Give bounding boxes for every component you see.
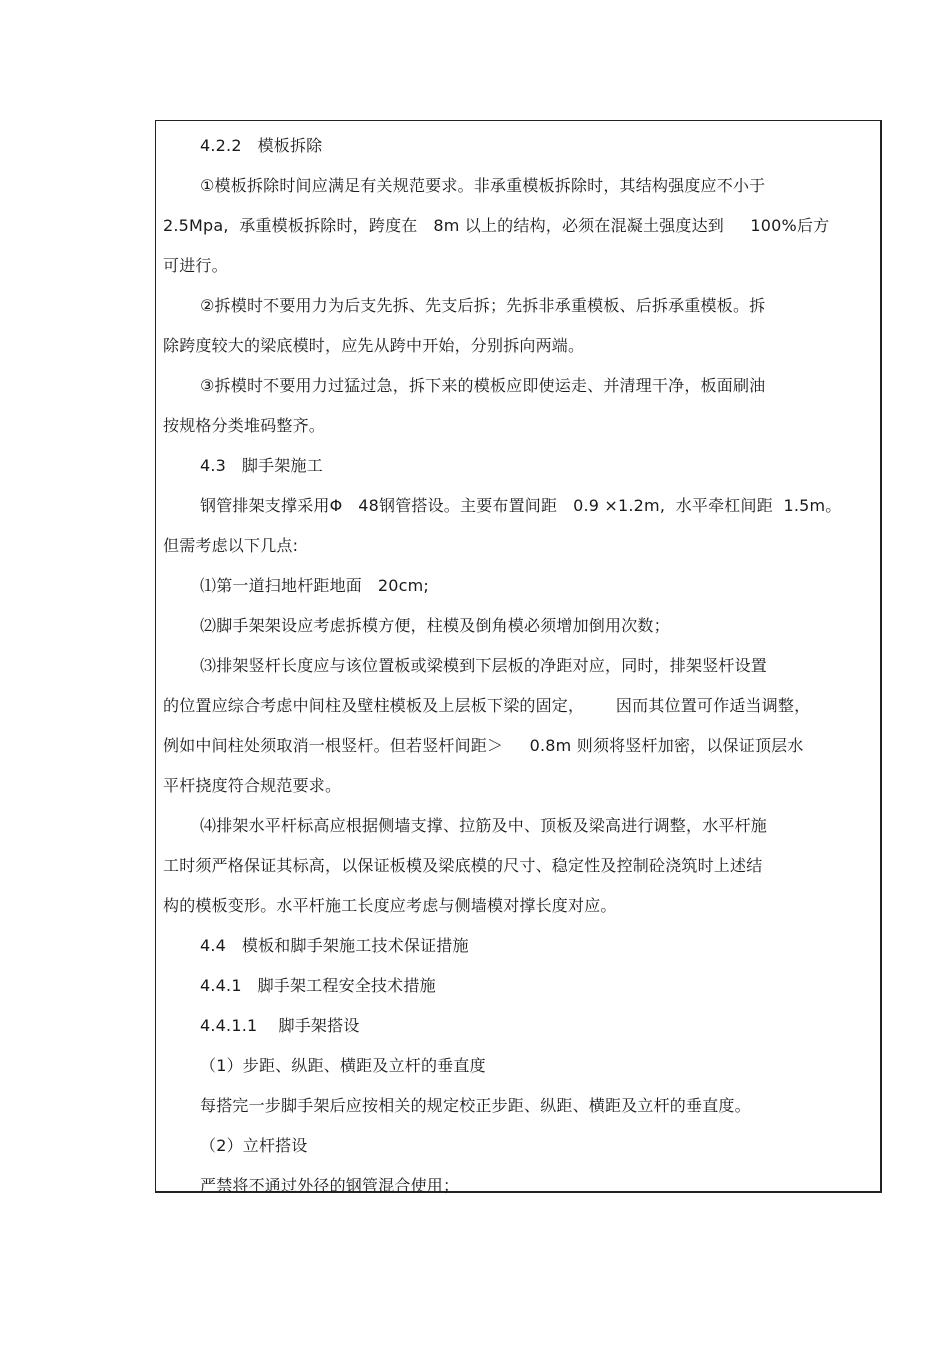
list-item: ⑷排架水平杆标高应根据侧墙支撑、拉筋及中、顶板及梁高进行调整，水平杆施 (200, 816, 768, 835)
subheading: （1）步距、纵距、横距及立杆的垂直度 (200, 1056, 486, 1075)
subheading: （2）立杆搭设 (200, 1136, 308, 1155)
paragraph-line: 构的模板变形。水平杆施工长度应考虑与侧墙模对撑长度对应。 (163, 896, 617, 915)
paragraph-line: 的位置应综合考虑中间柱及壁柱模板及上层板下梁的固定， 因而其位置可作适当调整， (163, 696, 811, 715)
list-item: ⑶排架竖杆长度应与该位置板或梁模到下层板的净距对应，同时，排架竖杆设置 (200, 656, 768, 675)
paragraph-line: 按规格分类堆码整齐。 (163, 416, 326, 435)
paragraph-line: 严禁将不通过外径的钢管混合使用； (200, 1176, 460, 1195)
section-heading-4-4-1: 4.4.1 脚手架工程安全技术措施 (200, 976, 436, 995)
section-heading-4-4: 4.4 模板和脚手架施工技术保证措施 (200, 936, 469, 955)
paragraph-line: 钢管排架支撑采用Φ 48钢管搭设。主要布置间距 0.9 ×1.2m, 水平牵杠间距 1.5m。 (200, 496, 842, 515)
paragraph-line: 但需考虑以下几点: (163, 536, 299, 555)
paragraph-line: 平杆挠度符合规范要求。 (163, 776, 342, 795)
paragraph-line: 除跨度较大的梁底模时，应先从跨中开始，分别拆向两端。 (163, 336, 585, 355)
paragraph-line: 2.5Mpa, 承重模板拆除时，跨度在 8m 以上的结构，必须在混凝土强度达到 100%后方 (163, 216, 830, 235)
list-item: ⑴第一道扫地杆距地面 20cm; (200, 576, 429, 595)
paragraph-line: ①模板拆除时间应满足有关规范要求。非承重模板拆除时，其结构强度应不小于 (200, 176, 766, 195)
paragraph-line: ②拆模时不要用力为后支先拆、先支后拆；先拆非承重模板、后拆承重模板。拆 (200, 296, 766, 315)
section-heading-4-3: 4.3 脚手架施工 (200, 456, 323, 475)
paragraph-line: 每搭完一步脚手架后应按相关的规定校正步距、纵距、横距及立杆的垂直度。 (200, 1096, 751, 1115)
paragraph-line: 工时须严格保证其标高，以保证板模及梁底模的尺寸、稳定性及控制砼浇筑时上述结 (163, 856, 763, 875)
section-heading-4-4-1-1: 4.4.1.1 脚手架搭设 (200, 1016, 360, 1035)
paragraph-line: ③拆模时不要用力过猛过急，拆下来的模板应即使运走、并清理干净，板面刷油 (200, 376, 766, 395)
paragraph-line: 例如中间柱处须取消一根竖杆。但若竖杆间距＞ 0.8m 则须将竖杆加密，以保证顶层水 (163, 736, 804, 755)
section-heading-4-2-2: 4.2.2 模板拆除 (200, 136, 323, 155)
list-item: ⑵脚手架架设应考虑拆模方便，柱模及倒角模必须增加倒用次数； (200, 616, 670, 635)
paragraph-line: 可进行。 (163, 256, 228, 275)
